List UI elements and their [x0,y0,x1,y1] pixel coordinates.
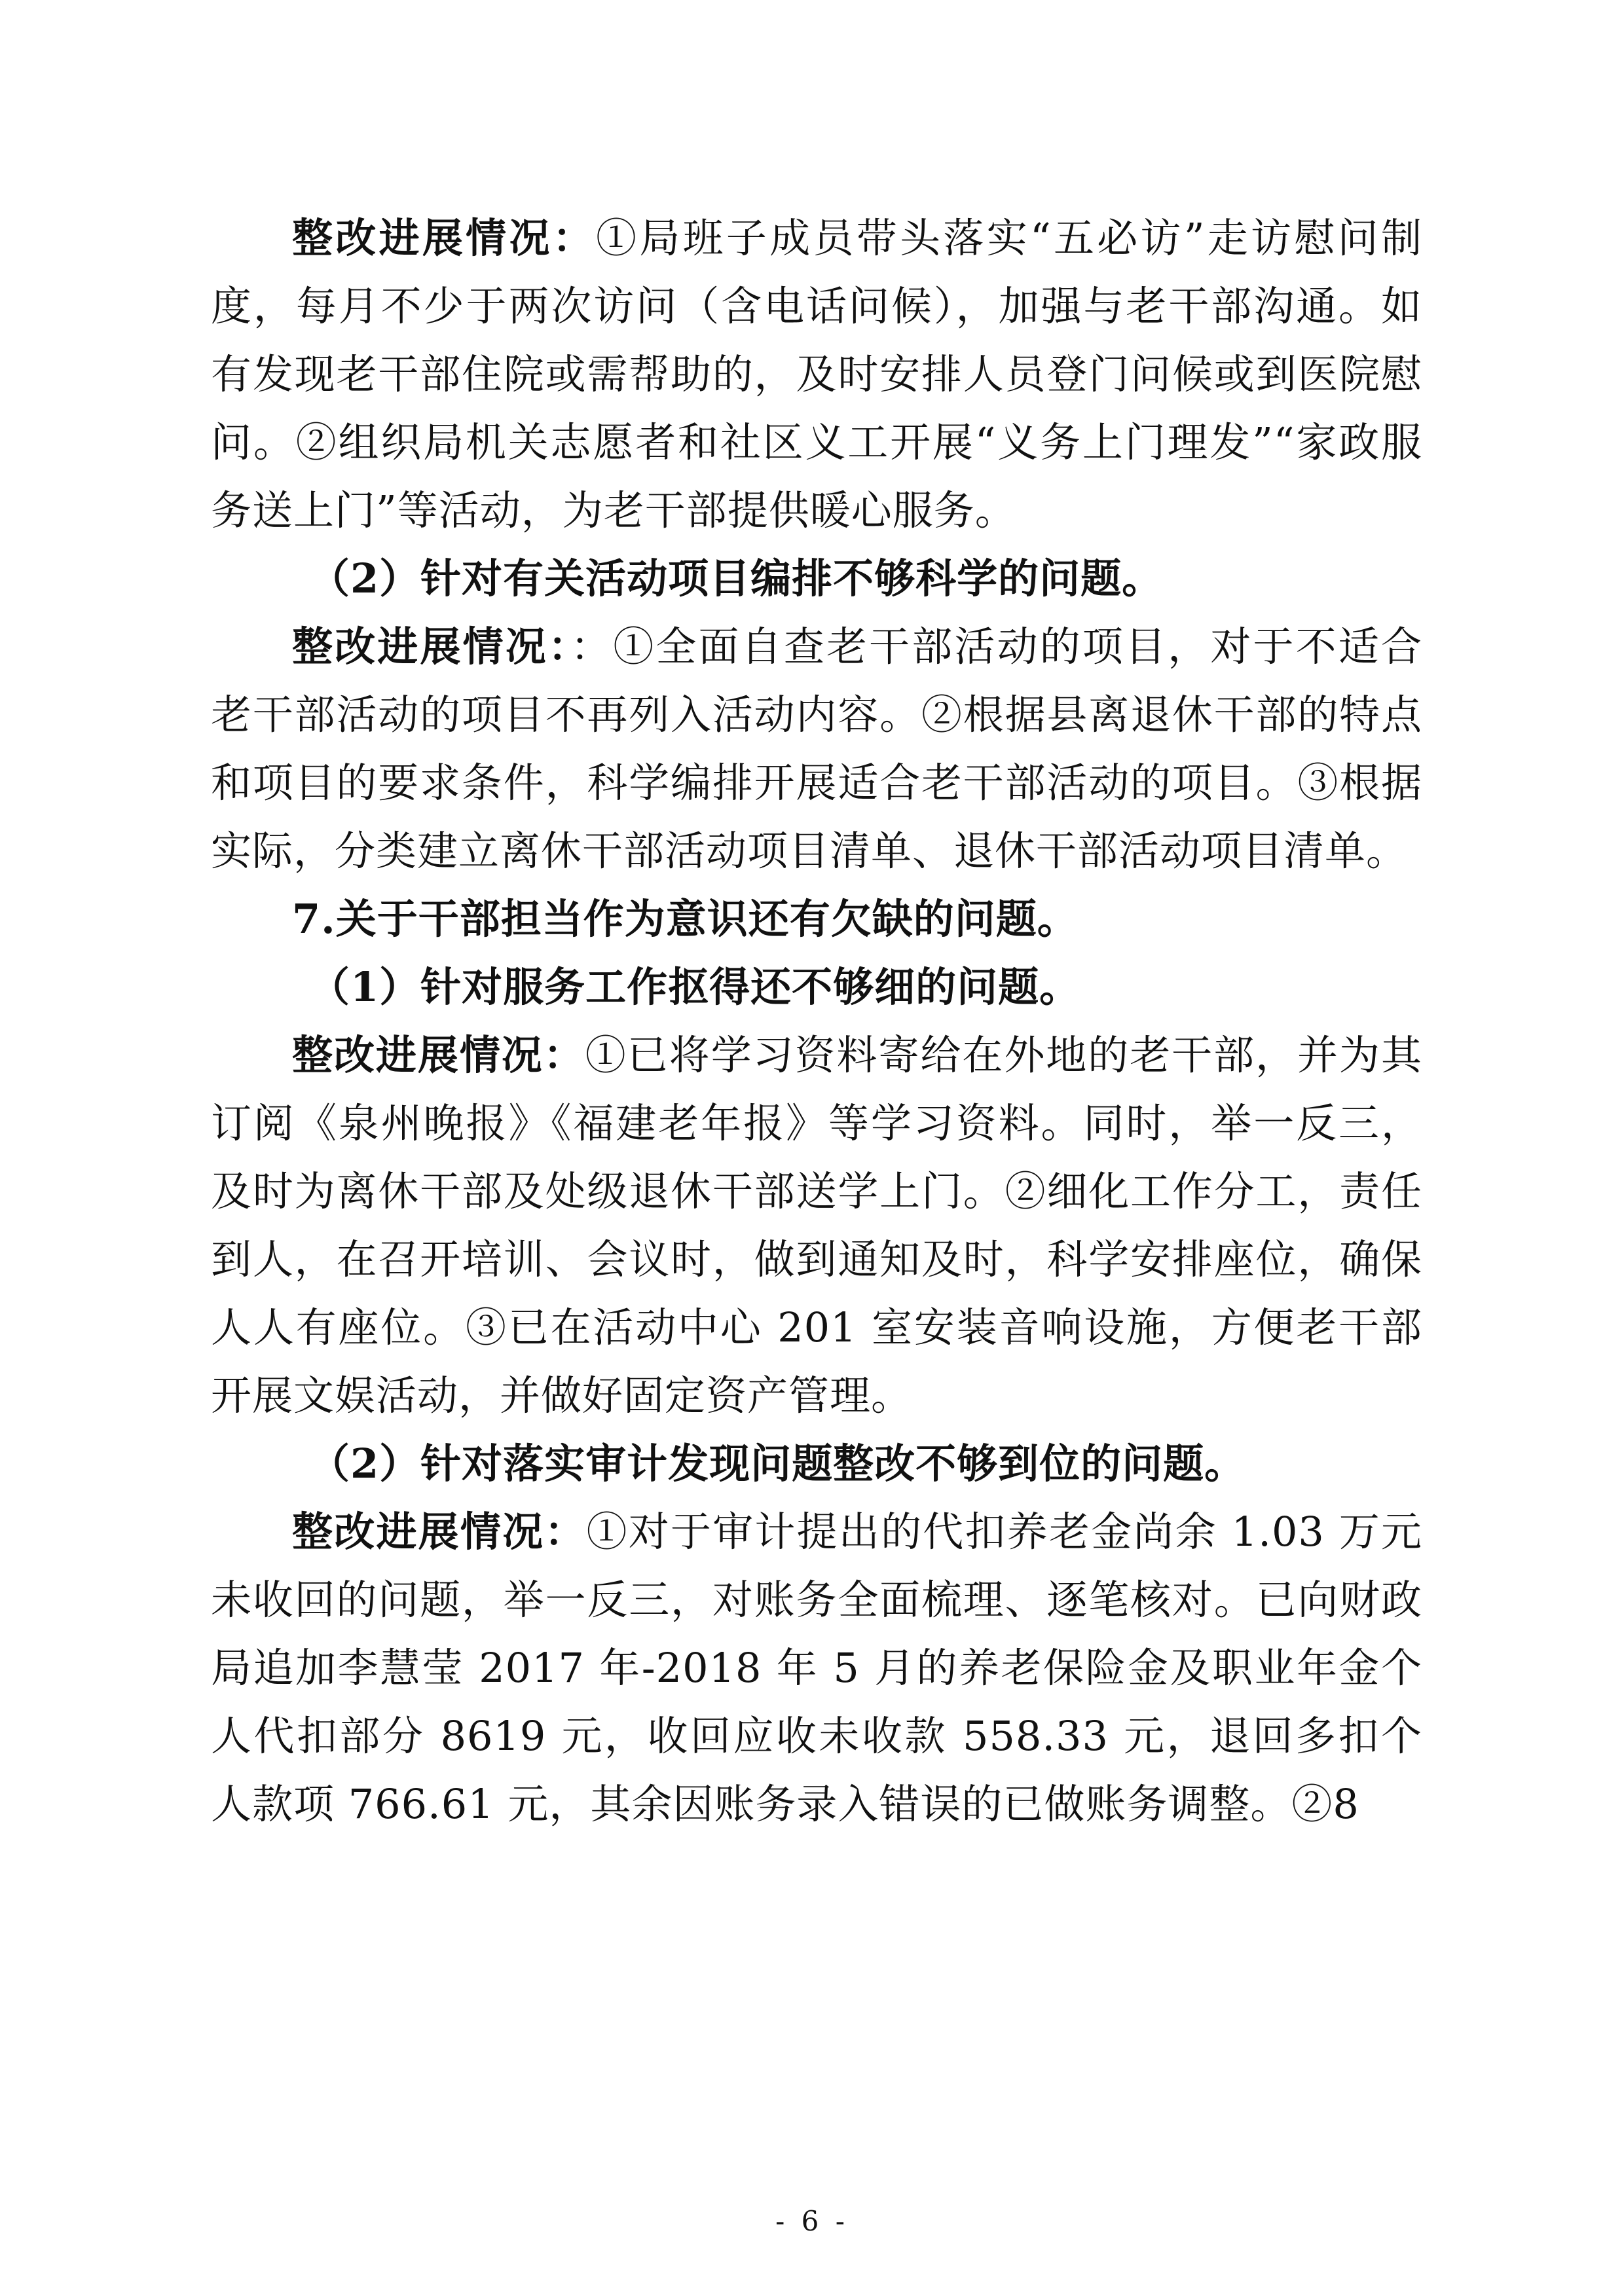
progress-paragraph-audit [211,1498,1422,1838]
progress-text: ①对于审计提出的代扣养老金尚余 1.03 万元未收回的问题，举一反三，对账务全面梳理、逐笔核对。已向财政局追加李慧莹 2017 年-2018 年 5 月的养老保险金及职业年金个人代扣部分 8619 元，收回应收未收款 558.33 元，退回多扣个人款项 766.61 元，其余因账务录入错误的已做账务调整。②8 [211,1508,1422,1828]
progress-text: ①局班子成员带头落实“五必访”走访慰问制度，每月不少于两次访问（含电话问候），加强与老干部沟通。如有发现老干部住院或需帮助的，及时安排人员登门问候或到医院慰问。②组织局机关志愿者和社区义工开展“义务上门理发”“家政服务送上门”等活动，为老干部提供暖心服务。 [211,214,1422,534]
sub-heading-service-detail: （1）针对服务工作抠得还不够细的问题。 [309,963,1081,1011]
page-number: - 6 - [775,2205,849,2237]
section-heading-7: 7.关于干部担当作为意识还有欠缺的问题。 [292,895,1079,943]
progress-paragraph-visits [211,204,1422,545]
progress-text: ：①全面自查老干部活动的项目，对于不适合老干部活动的项目不再列入活动内容。②根据县离退休干部的特点和项目的要求条件，科学编排开展适合老干部活动的项目。③根据实际，分类建立离休干部活动项目清单、退休干部活动项目清单。 [211,623,1422,875]
document-body [211,204,1422,1838]
progress-paragraph-service-detail [211,1021,1422,1430]
progress-paragraph-activity-items [211,613,1422,885]
progress-lead: 整改进展情况： [292,214,597,262]
progress-lead: 整改进展情况： [292,1031,585,1079]
progress-lead: 整改进展情况： [292,623,571,670]
sub-heading-audit-rectification: （2）针对落实审计发现问题整改不够到位的问题。 [309,1440,1246,1487]
progress-lead: 整改进展情况： [292,1508,587,1556]
sub-heading-activity-items: （2）针对有关活动项目编排不够科学的问题。 [309,555,1164,602]
progress-text: ①已将学习资料寄给在外地的老干部，并为其订阅《泉州晚报》《福建老年报》等学习资料。同时，举一反三，及时为离休干部及处级退休干部送学上门。②细化工作分工，责任到人，在召开培训、会议时，做到通知及时，科学安排座位，确保人人有座位。③已在活动中心 201 室安装音响设施，方便老干部开展文娱活动，并做好固定资产管理。 [211,1031,1422,1419]
